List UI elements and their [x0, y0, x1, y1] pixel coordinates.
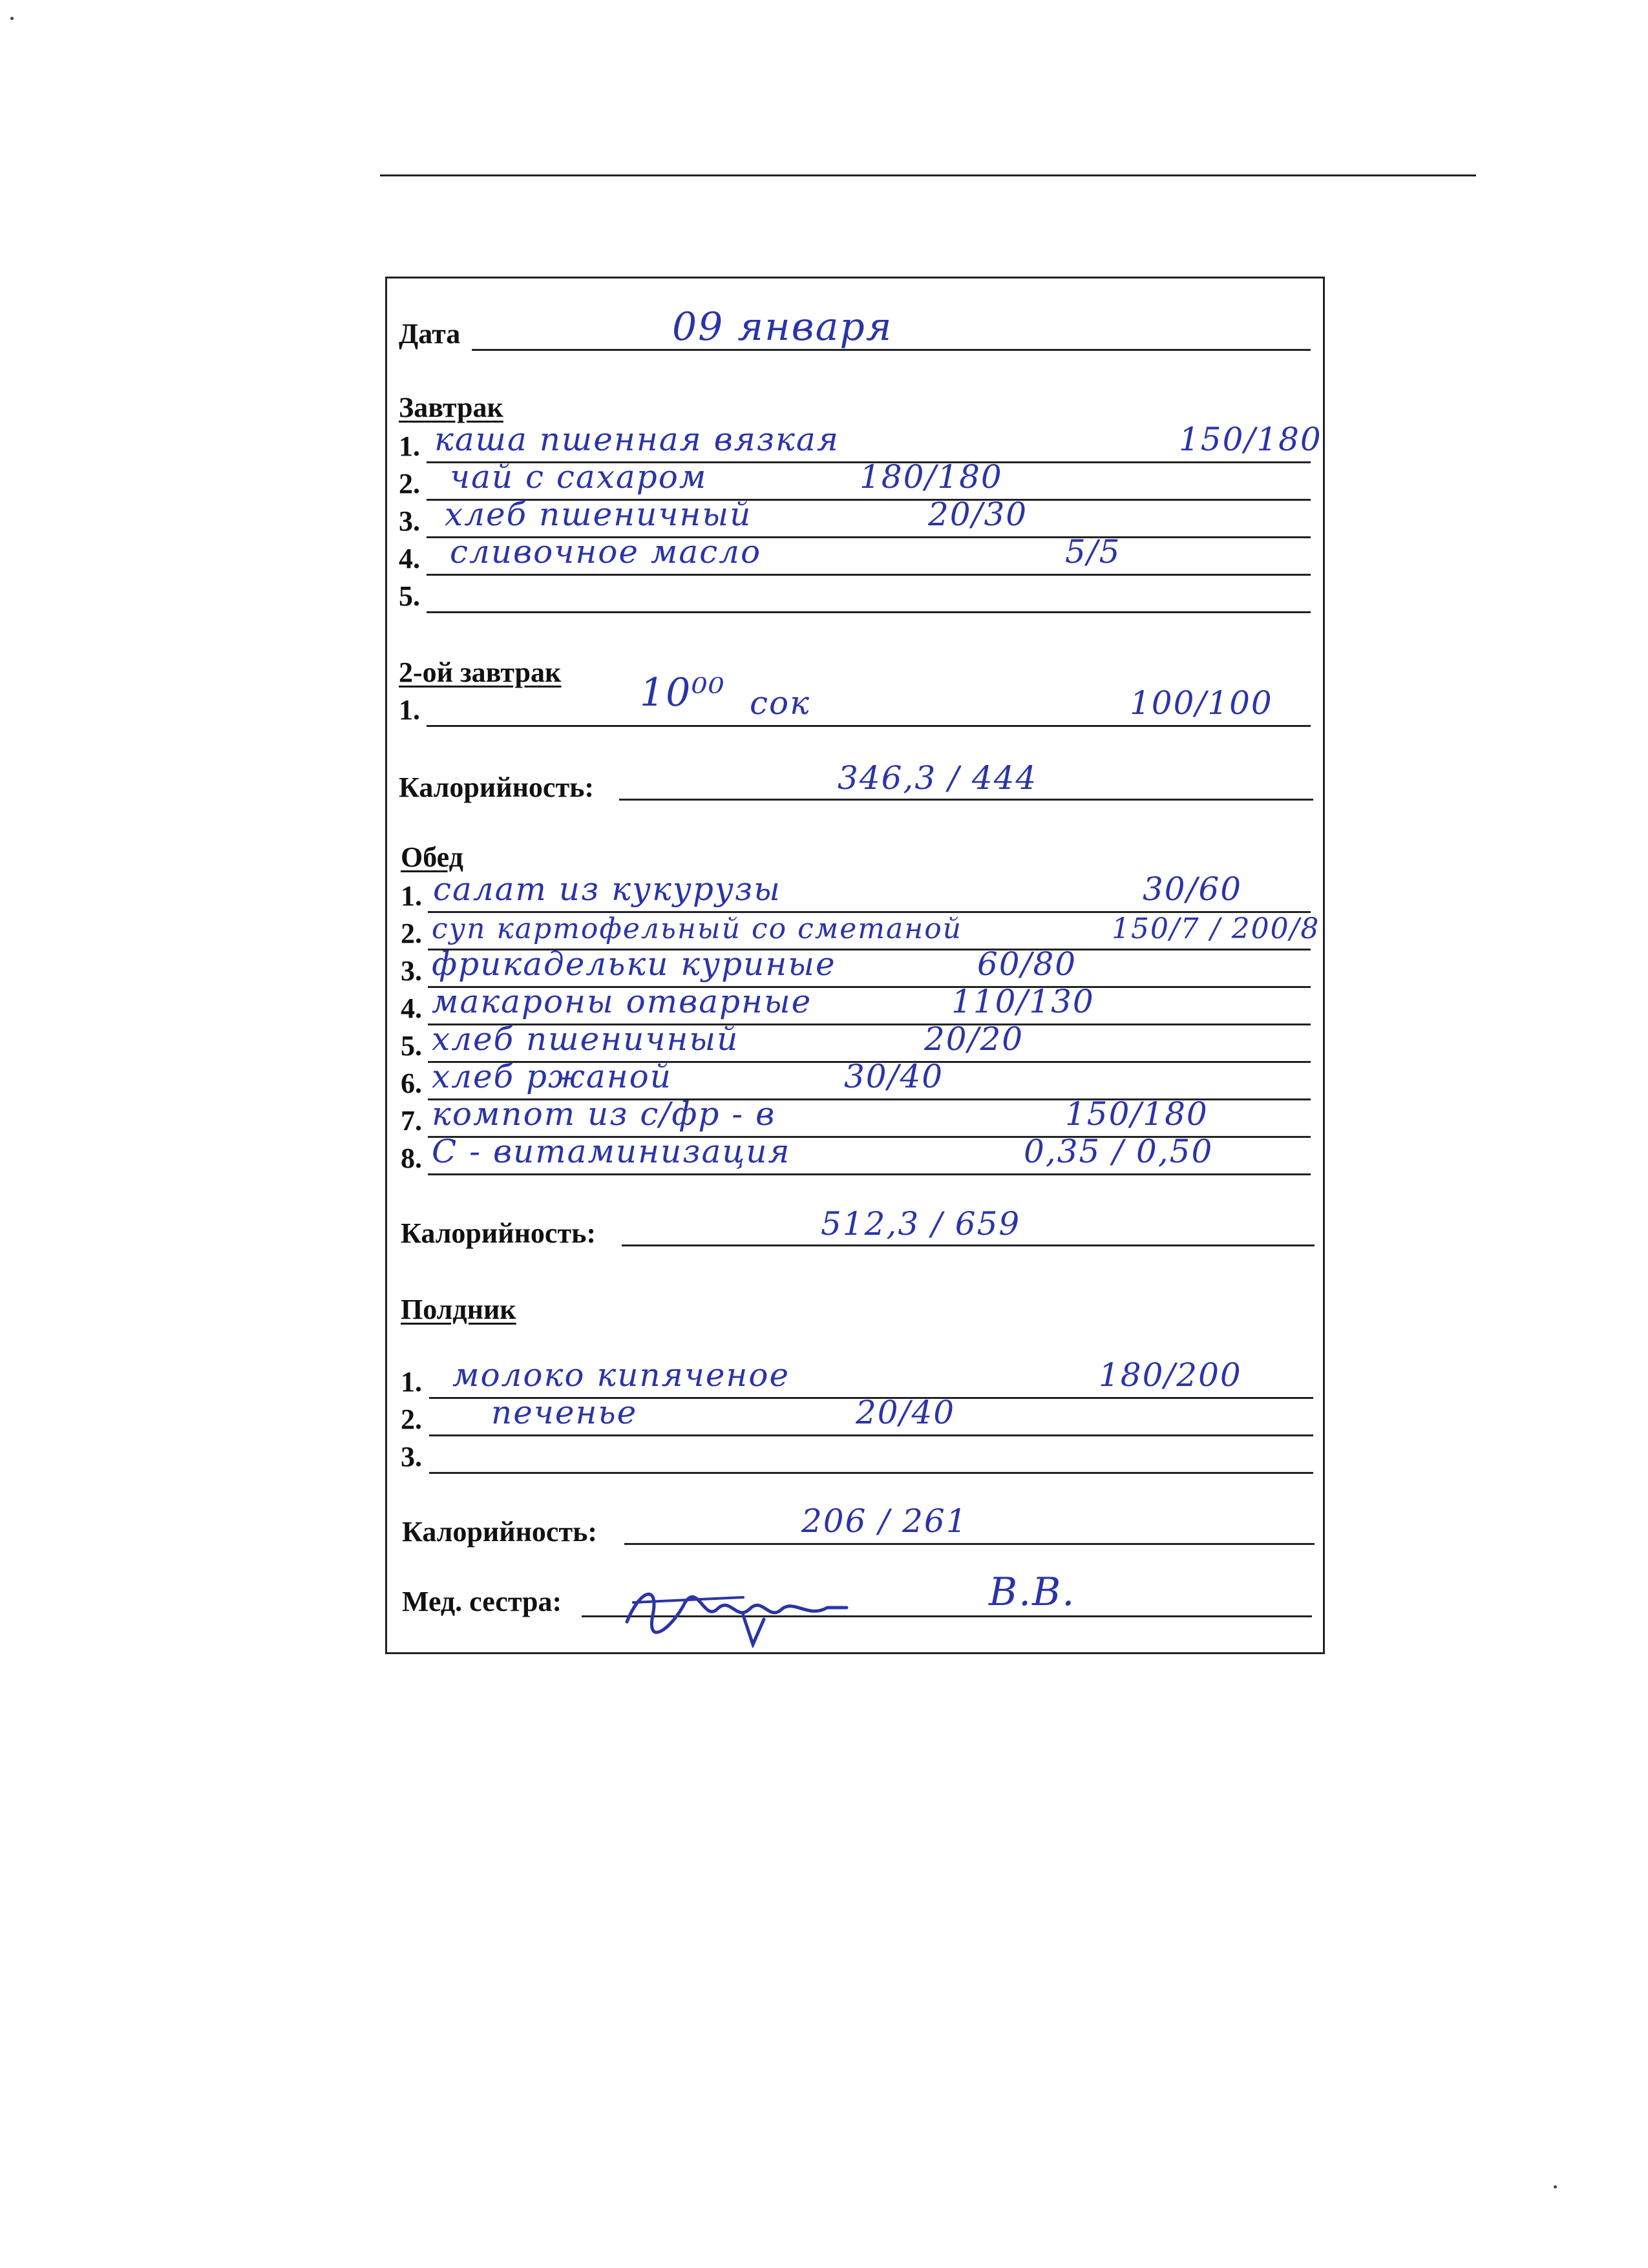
- breakfast-title: Завтрак: [399, 392, 503, 423]
- snack-row-line: [429, 1472, 1313, 1474]
- page-top-rule: [380, 174, 1476, 176]
- lunch-row-item: салат из кукурузы: [433, 870, 781, 908]
- lunch-row-number: 4.: [401, 992, 422, 1024]
- lunch-row-item: С - витаминизация: [432, 1133, 791, 1170]
- calories-value: 206 / 261: [801, 1502, 968, 1540]
- calories-line: [619, 799, 1313, 801]
- second-breakfast-row-number: 1.: [399, 694, 420, 726]
- lunch-row-number: 5.: [401, 1030, 422, 1062]
- calories-value: 346,3 / 444: [838, 759, 1038, 797]
- lunch-row-amount: 60/80: [977, 945, 1077, 983]
- breakfast-row-number: 5.: [399, 580, 420, 612]
- scan-speck: [1554, 2185, 1557, 2189]
- calories-value: 512,3 / 659: [821, 1205, 1021, 1243]
- lunch-row-amount: 30/60: [1143, 870, 1243, 908]
- lunch-row-amount: 150/180: [1065, 1095, 1209, 1133]
- lunch-row-amount: 20/20: [924, 1020, 1024, 1058]
- second-breakfast-title: 2-ой завтрак: [399, 656, 562, 688]
- breakfast-row-amount: 180/180: [860, 458, 1003, 496]
- lunch-row-amount: 110/130: [951, 983, 1095, 1020]
- breakfast-row-amount: 5/5: [1065, 533, 1121, 571]
- lunch-row-item: компот из с/фр - в: [432, 1095, 776, 1133]
- scan-speck: [10, 17, 14, 20]
- second-breakfast-row-line: [427, 725, 1311, 727]
- lunch-row-number: 6.: [401, 1067, 422, 1099]
- snack-row-item: печенье: [491, 1394, 638, 1431]
- snack-row-line: [429, 1434, 1313, 1436]
- second-breakfast-time: 10⁰⁰: [640, 670, 726, 715]
- breakfast-row-number: 2.: [399, 468, 420, 499]
- lunch-row-item: макароны отварные: [432, 983, 812, 1020]
- date-value: 09 января: [672, 304, 893, 350]
- snack-row-amount: 20/40: [856, 1394, 956, 1431]
- lunch-row-number: 1.: [401, 880, 422, 912]
- breakfast-row-item: хлеб пшеничный: [445, 496, 752, 533]
- date-label: Дата: [399, 318, 461, 350]
- lunch-row-item: фрикадельки куриные: [432, 945, 836, 983]
- breakfast-row-item: чай с сахаром: [450, 458, 708, 496]
- breakfast-row-line: [427, 574, 1311, 576]
- breakfast-row-item: каша пшенная вязкая: [434, 421, 840, 458]
- lunch-row-amount: 0,35 / 0,50: [1024, 1133, 1214, 1170]
- lunch-row-item: суп картофельный со сметаной: [432, 912, 963, 945]
- calories-label: Калорийность:: [402, 1516, 597, 1548]
- calories-label: Калорийность:: [401, 1217, 596, 1249]
- breakfast-row-amount: 20/30: [928, 496, 1028, 533]
- breakfast-row-number: 4.: [399, 543, 420, 574]
- lunch-row-number: 8.: [401, 1142, 422, 1174]
- lunch-row-amount: 30/40: [844, 1058, 944, 1095]
- second-breakfast-item: сок: [750, 684, 810, 722]
- lunch-row-number: 7.: [401, 1105, 422, 1137]
- snack-row-number: 3.: [401, 1441, 422, 1473]
- breakfast-row-number: 3.: [399, 505, 420, 537]
- snack-row-item: молоко кипяченое: [452, 1356, 790, 1394]
- lunch-title: Обед: [401, 841, 463, 873]
- breakfast-row-amount: 150/180: [1179, 421, 1322, 458]
- snack-title: Полдник: [401, 1294, 516, 1325]
- calories-label: Калорийность:: [399, 772, 594, 803]
- breakfast-row-item: сливочное масло: [450, 533, 762, 571]
- signature-scribble: [614, 1577, 860, 1648]
- nurse-initials: В.В.: [989, 1570, 1076, 1615]
- snack-row-number: 1.: [401, 1366, 422, 1398]
- nurse-label: Мед. сестра:: [402, 1586, 562, 1617]
- snack-row-amount: 180/200: [1099, 1356, 1242, 1394]
- lunch-row-amount: 150/7 / 200/8: [1112, 912, 1320, 945]
- lunch-row-item: хлеб ржаной: [432, 1058, 672, 1095]
- breakfast-row-line: [427, 611, 1311, 613]
- snack-row-number: 2.: [401, 1403, 422, 1435]
- breakfast-row-number: 1.: [399, 430, 420, 462]
- lunch-row-line: [428, 1173, 1311, 1175]
- calories-line: [624, 1543, 1315, 1545]
- lunch-row-number: 2.: [401, 918, 422, 949]
- calories-line: [622, 1244, 1315, 1246]
- second-breakfast-amount: 100/100: [1130, 684, 1273, 722]
- lunch-row-number: 3.: [401, 955, 422, 987]
- lunch-row-item: хлеб пшеничный: [432, 1020, 739, 1058]
